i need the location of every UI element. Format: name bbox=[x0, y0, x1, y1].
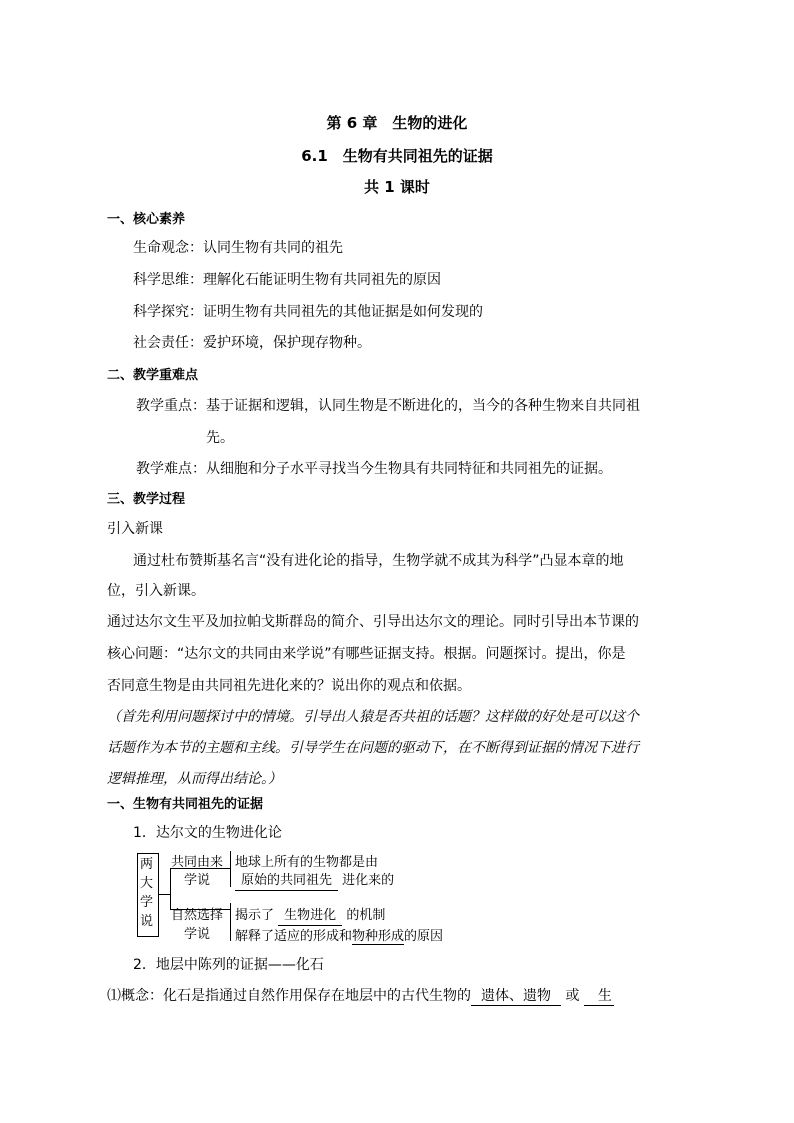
theory2-desc2-head: 解释了适应的形成和 bbox=[235, 929, 353, 944]
evidence-item-1: 1．达尔文的生物进化论 bbox=[133, 825, 282, 841]
evidence-item-2: 2．地层中陈列的证据——化石 bbox=[133, 957, 324, 973]
root-char: 说 bbox=[140, 914, 154, 929]
theory2-desc-tail: 的机制 bbox=[346, 908, 386, 923]
core-literacy-heading: 一、核心素养 bbox=[107, 212, 186, 227]
focus-text-line1: 基于证据和逻辑，认同生物是不断进化的，当今的各种生物来自共同祖 bbox=[206, 398, 640, 414]
note-line: 逻辑推理，从而得出结论。） bbox=[107, 771, 282, 787]
difficulty-text: 教学难点：从细胞和分子水平寻找当今生物具有共同特征和共同祖先的证据。 bbox=[136, 461, 612, 477]
connector-line bbox=[230, 903, 231, 941]
theory2-desc-head: 揭示了 bbox=[235, 908, 275, 923]
theory1-name-suffix: 学说 bbox=[184, 873, 211, 888]
answer-blank: 遗体、遗物 bbox=[471, 987, 561, 1006]
concept-line bbox=[107, 985, 614, 1006]
note-line: （首先利用问题探讨中的情境。引导出人猿是否共祖的话题？这样做的好处是可以这个 bbox=[107, 709, 639, 725]
theory1-desc-tail: 进化来的 bbox=[342, 873, 395, 888]
key-points-heading: 二、教学重难点 bbox=[107, 368, 199, 383]
concept-or: 或 bbox=[565, 988, 580, 1004]
theory1-desc-line2 bbox=[235, 869, 394, 891]
section-title: 6.1 生物有共同祖先的证据 bbox=[301, 147, 493, 165]
paragraph-line: 否同意生物是由共同祖先进化来的？说出你的观点和依据。 bbox=[107, 678, 471, 694]
theory2-desc2-tail: 的原因 bbox=[404, 929, 444, 944]
focus-text-line2: 先。 bbox=[206, 430, 234, 446]
note-line: 话题作为本节的主题和主线。引导学生在问题的驱动下，在不断得到证据的情况下进行 bbox=[107, 740, 639, 756]
period-title: 共 1 课时 bbox=[364, 178, 430, 196]
answer-blank: 物种形成 bbox=[352, 929, 405, 944]
answer-blank: 生 bbox=[584, 987, 614, 1006]
core-literacy-item: 科学思维：理解化石能证明生物有共同祖先的原因 bbox=[133, 272, 441, 288]
theory2-desc bbox=[235, 904, 385, 926]
root-char: 两 bbox=[140, 857, 154, 872]
theory2-name: 自然选择 bbox=[171, 908, 224, 923]
theory1-desc: 地球上所有的生物都是由 bbox=[235, 855, 379, 870]
core-literacy-item: 科学探究：证明生物有共同祖先的其他证据是如何发现的 bbox=[133, 304, 483, 320]
theory1-name: 共同由来 bbox=[171, 855, 224, 870]
root-char: 学 bbox=[140, 895, 154, 910]
process-heading: 三、教学过程 bbox=[107, 492, 186, 507]
paragraph-line: 核心问题：“达尔文的共同由来学说”有哪些证据支持。根据。问题探讨。提出，你是 bbox=[107, 646, 626, 662]
paragraph-line: 通过达尔文生平及加拉帕戈斯群岛的简介、引导出达尔文的理论。同时引导出本节课的 bbox=[107, 614, 639, 630]
root-char: 大 bbox=[140, 876, 154, 891]
theory2-name-suffix: 学说 bbox=[184, 927, 211, 942]
core-literacy-item: 生命观念：认同生物有共同的祖先 bbox=[133, 240, 343, 256]
focus-label: 教学重点： bbox=[136, 398, 206, 414]
connector-line bbox=[158, 894, 170, 895]
evidence-heading: 一、生物有共同祖先的证据 bbox=[107, 797, 264, 812]
paragraph-line: 位，引入新课。 bbox=[107, 583, 205, 599]
paragraph-line: 通过杜布赞斯基名言“没有进化论的指导，生物学就不成其为科学”凸显本章的地 bbox=[133, 553, 624, 569]
chapter-title: 第 6 章 生物的进化 bbox=[326, 114, 468, 132]
theory2-desc-line2 bbox=[235, 925, 443, 944]
answer-blank: 生物进化 bbox=[278, 907, 342, 926]
core-literacy-item: 社会责任：爱护环境，保护现存物种。 bbox=[133, 335, 371, 351]
answer-blank: 原始的共同祖先 bbox=[235, 872, 338, 891]
connector-line bbox=[230, 851, 231, 887]
concept-label: ⑴概念：化石是指通过自然作用保存在地层中的古代生物的 bbox=[107, 988, 471, 1004]
intro-label: 引入新课 bbox=[107, 521, 163, 537]
